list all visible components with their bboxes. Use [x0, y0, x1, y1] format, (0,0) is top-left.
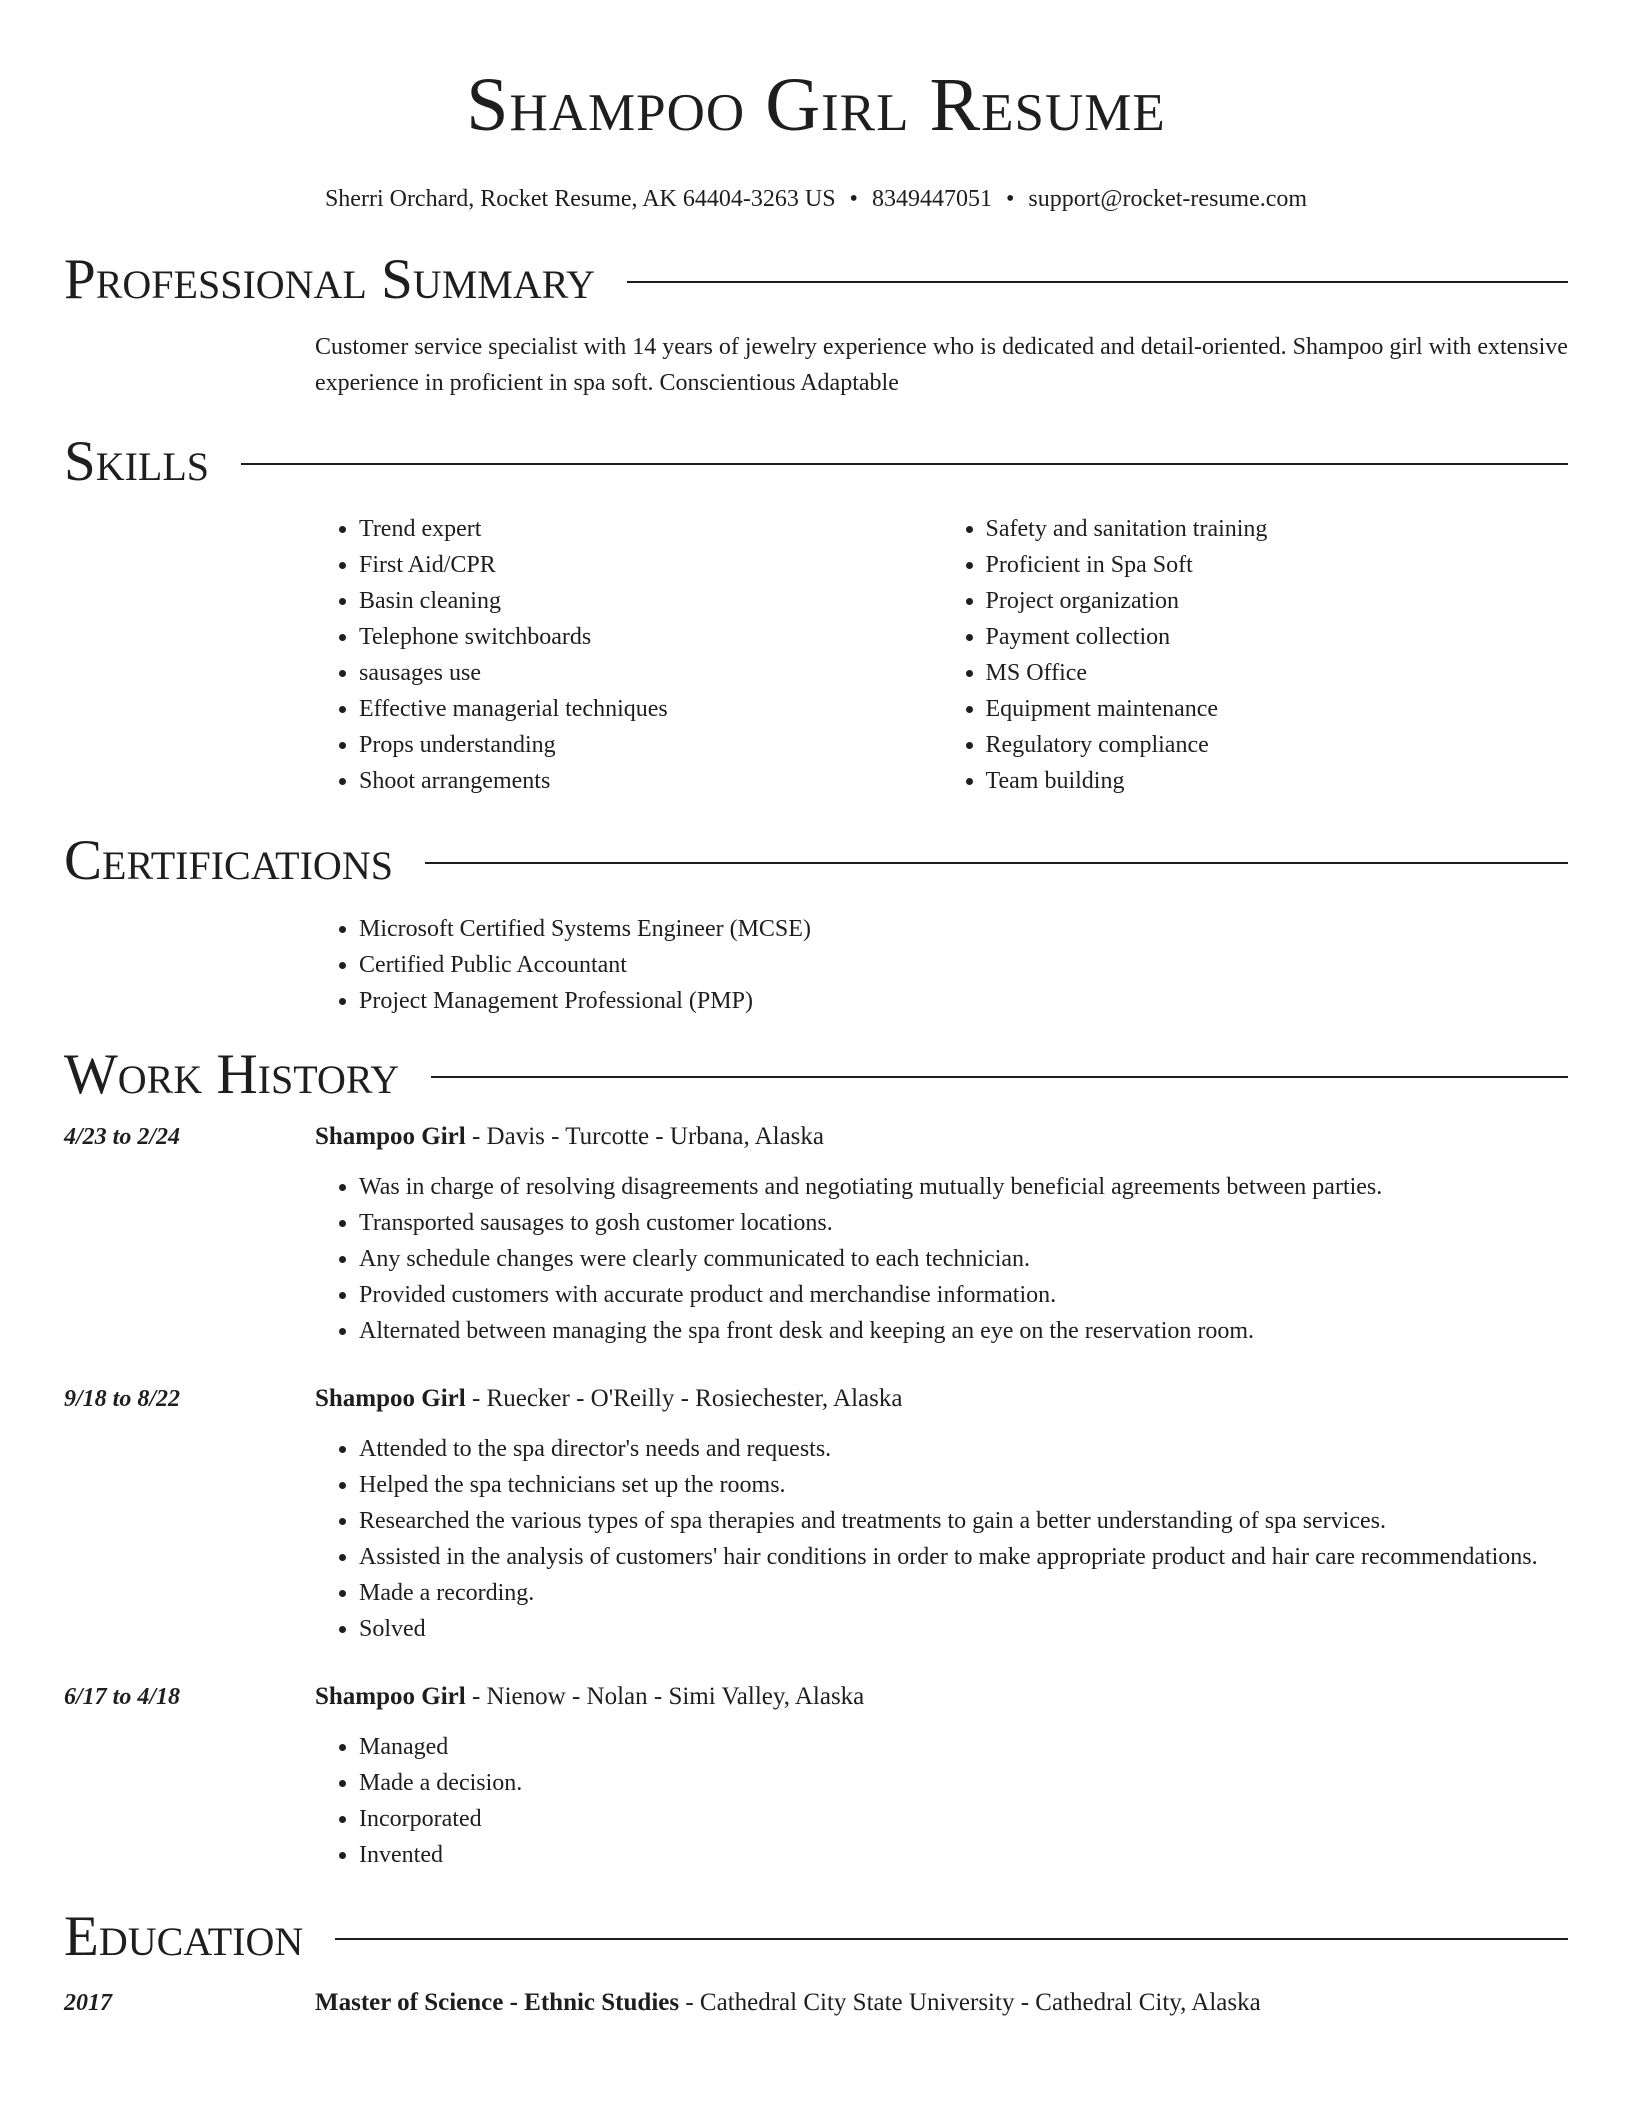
skill-item: • Project organization [986, 583, 1569, 619]
work-history-heading: Work History [64, 1043, 400, 1106]
contact-separator: • [849, 186, 858, 212]
certifications-body [315, 911, 1568, 1019]
job-bullet: • Transported sausages to gosh customer locations. [359, 1205, 1568, 1241]
skill-item: • Shoot arrangements [359, 763, 942, 799]
skills-section [64, 430, 1568, 799]
summary-section [64, 248, 1568, 401]
education-entry [64, 1985, 1568, 2021]
education-main [315, 1985, 1568, 2021]
job-bullet: • Provided customers with accurate product and merchandise information. [359, 1277, 1568, 1313]
summary-header [64, 248, 1568, 312]
job-bullet: • Assisted in the analysis of customers' hair conditions in order to make appropriate product and hair care recommendations. [359, 1539, 1568, 1575]
certification-item: • Microsoft Certified Systems Engineer (MCSE) [359, 911, 1568, 947]
education-degree: Master of Science - Ethnic Studies [315, 1989, 680, 2016]
contact-address: Sherri Orchard, Rocket Resume, AK 64404-3263 US [324, 186, 836, 212]
skill-item: • Telephone switchboards [359, 619, 942, 655]
job-bullets [315, 1729, 1568, 1873]
certification-item: • Certified Public Accountant [359, 947, 1568, 983]
job-bullet: • Solved [359, 1611, 1568, 1647]
contact-email: support@rocket-resume.com [1028, 186, 1308, 212]
skills-grid [315, 511, 1568, 799]
certifications-header [64, 829, 1568, 893]
job-bullets [315, 1169, 1568, 1349]
job-entry [64, 1381, 1568, 1647]
section-divider [431, 1076, 1568, 1078]
education-heading-line [315, 1985, 1568, 2021]
job-main [315, 1381, 1568, 1647]
job-entry [64, 1119, 1568, 1349]
job-employer: - Davis - Turcotte - Urbana, Alaska [465, 1123, 824, 1150]
skill-item: • Props understanding [359, 727, 942, 763]
job-bullet: • Researched the various types of spa therapies and treatments to gain a better understanding of spa services. [359, 1503, 1568, 1539]
job-bullet: • Made a decision. [359, 1765, 1568, 1801]
education-year: 2017 [64, 1990, 112, 2016]
resume-page [64, 0, 1568, 2021]
section-divider [425, 862, 1568, 864]
contact-line [64, 184, 1568, 214]
job-bullet: • Any schedule changes were clearly communicated to each technician. [359, 1241, 1568, 1277]
job-dates: 9/18 to 8/22 [64, 1386, 181, 1412]
job-title: Shampoo Girl [315, 1123, 466, 1150]
job-title: Shampoo Girl [315, 1385, 466, 1412]
job-bullet: • Was in charge of resolving disagreements and negotiating mutually beneficial agreements between parties. [359, 1169, 1568, 1205]
skill-item: • Safety and sanitation training [986, 511, 1569, 547]
job-bullet: • Attended to the spa director's needs and requests. [359, 1431, 1568, 1467]
skill-item: • MS Office [986, 655, 1569, 691]
job-employer: - Ruecker - O'Reilly - Rosiechester, Alaska [465, 1385, 903, 1412]
skill-item: • sausages use [359, 655, 942, 691]
contact-separator: • [1005, 186, 1015, 212]
job-heading [315, 1381, 1568, 1417]
skill-item: • Equipment maintenance [986, 691, 1569, 727]
certifications-section [64, 829, 1568, 1019]
job-bullet: • Managed [359, 1729, 1568, 1765]
section-divider [627, 281, 1568, 283]
contact-phone: 8349447051 [871, 186, 992, 212]
education-heading: Education [64, 1905, 304, 1968]
job-dates: 4/23 to 2/24 [64, 1124, 181, 1150]
job-bullet: • Made a recording. [359, 1575, 1568, 1611]
skill-item: • Basin cleaning [359, 583, 942, 619]
work-history-section [64, 1043, 1568, 1873]
skill-item: • Regulatory compliance [986, 727, 1569, 763]
skill-item: • Trend expert [359, 511, 942, 547]
job-main [315, 1119, 1568, 1349]
resume-title: Shampoo Girl Resume [466, 63, 1166, 147]
job-bullet: • Incorporated [359, 1801, 1568, 1837]
job-bullets [315, 1431, 1568, 1647]
job-heading [315, 1119, 1568, 1155]
section-divider [335, 1938, 1568, 1940]
skills-list-left [315, 511, 942, 799]
skill-item: • Team building [986, 763, 1569, 799]
education-section [64, 1905, 1568, 2021]
job-employer: - Nienow - Nolan - Simi Valley, Alaska [465, 1683, 865, 1710]
skill-item: • Effective managerial techniques [359, 691, 942, 727]
skill-item: • Payment collection [986, 619, 1569, 655]
certification-item: • Project Management Professional (PMP) [359, 983, 1568, 1019]
job-entry [64, 1679, 1568, 1873]
skills-header [64, 430, 1568, 494]
skills-list-right [942, 511, 1569, 799]
job-bullet: • Helped the spa technicians set up the rooms. [359, 1467, 1568, 1503]
summary-text: Customer service specialist with 14 years of jewelry experience who is dedicated and detail-oriented. Shampoo girl with extensive experience in proficient in spa soft. Conscientious Adaptable [315, 334, 1568, 396]
job-dates: 6/17 to 4/18 [64, 1684, 181, 1710]
certifications-list [315, 911, 1568, 1019]
work-history-header [64, 1043, 1568, 1107]
summary-heading: Professional Summary [64, 248, 596, 311]
job-title: Shampoo Girl [315, 1683, 466, 1710]
skills-heading: Skills [64, 430, 210, 493]
skill-item: • First Aid/CPR [359, 547, 942, 583]
education-school: - Cathedral City State University - Cathedral City, Alaska [679, 1989, 1261, 2016]
section-divider [241, 463, 1568, 465]
certifications-heading: Certifications [64, 829, 393, 892]
job-bullet: • Alternated between managing the spa front desk and keeping an eye on the reservation room. [359, 1313, 1568, 1349]
skill-item: • Proficient in Spa Soft [986, 547, 1569, 583]
job-main [315, 1679, 1568, 1873]
education-header [64, 1905, 1568, 1969]
job-bullet: • Invented [359, 1837, 1568, 1873]
job-heading [315, 1679, 1568, 1715]
